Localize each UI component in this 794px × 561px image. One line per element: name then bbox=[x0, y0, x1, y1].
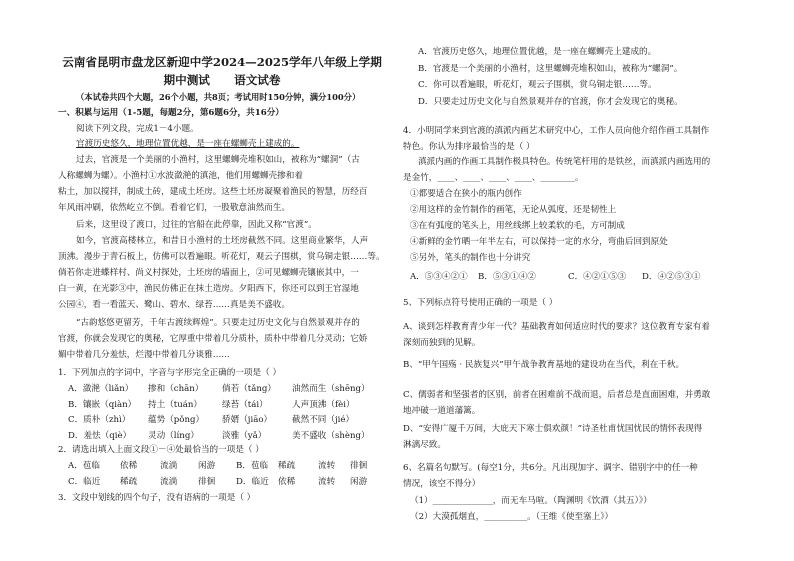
option-cell: C．质朴（zhì） bbox=[68, 415, 131, 425]
passage-line: 白一黄，在光影③中，渔民仿佛正在抹土造房。夕阳西下，你还可以到王官湿地 bbox=[58, 284, 359, 294]
option-cell: 绿苔（tái） bbox=[222, 399, 268, 410]
passage-title: 官渡历史悠久，地理位置优越，是一座在螺蛳壳上建成的。 bbox=[76, 139, 300, 149]
option-line: A、谈到怎样教育青少年一代？基础教育如何适应时代的要求？这位教育专家有着 bbox=[403, 322, 710, 332]
passage-line: 官渡，你就会发现它的奥秘，它厚重中带着几分质朴，质朴中带着几分灵动；它娇 bbox=[58, 334, 368, 344]
question-2: 2．请选出填入上面文段①－④处最恰当的一项是（ ） bbox=[58, 445, 264, 455]
question-1: 1．下列加点的字词中，字音与字形完全正确的一项是（ ） bbox=[58, 368, 282, 378]
option-cell: 闲游 bbox=[198, 461, 216, 471]
question-line: 4．小明同学来到官渡的滇派内画艺术研究中心，工作人员向他介绍作画工具制作 bbox=[403, 126, 710, 136]
section-heading: 一、积累与运用（1-5题，每题2分，第6题6分，共16分） bbox=[58, 108, 284, 118]
option-cell: 流淌 bbox=[160, 477, 178, 487]
option-line: B．官渡是一个美丽的小渔村，这里螺蛳壳堆积如山，被称为“螺洞”。 bbox=[418, 63, 683, 74]
option-cell: 依稀 bbox=[120, 461, 138, 471]
option-cell: A．苞临 bbox=[68, 461, 100, 471]
passage-line: 粘土，加以搅拌，制成土砖，建成土坯房。这些土坯房凝聚着渔民的智慧，历经百 bbox=[58, 187, 368, 197]
option-line: A．官渡历史悠久，地理位置优越，是一座在螺蛳壳上建成的。 bbox=[418, 47, 657, 57]
item-line: ④新鲜的金竹晒一年半左右，可以保持一定的水分，弯曲后回到原处 bbox=[410, 237, 668, 247]
passage-line: 后来，这里设了渡口，过往的官船在此停靠，因此又称“官渡”。 bbox=[76, 220, 317, 230]
question-3: 3．文段中划线的四个句子，没有语病的一项是（ ） bbox=[58, 493, 256, 503]
option-cell: 骄婿（jiāo） bbox=[222, 415, 273, 425]
question-5: 5、下列标点符号使用正确的一项是（ ） bbox=[403, 298, 558, 308]
option-cell: D．羞怯（qiè） bbox=[68, 430, 132, 441]
option-cell: 流转 bbox=[318, 477, 336, 487]
option-cell: 截然不同（jié） bbox=[292, 415, 355, 425]
option-cell: C．④②①⑤③ bbox=[568, 272, 627, 282]
page-title: 云南省昆明市盘龙区新迎中学2024—2025学年八年级上学期 bbox=[62, 55, 382, 69]
page-subtitle: 期中测试 语文试卷 bbox=[163, 73, 281, 87]
blank-line: （2）大漠孤烟直，__________。（王维《使至塞上》） bbox=[410, 512, 614, 522]
question-line: 6、名篇名句默写。(每空1分，共6分。凡出现加字、调字、错别字中的任一种 bbox=[403, 463, 698, 473]
exam-note: （本试卷共四个大题，26个小题，共8页；考试用时150分钟，满分100分） bbox=[76, 92, 361, 102]
option-line: 淋漓尽致。 bbox=[403, 440, 446, 450]
option-line: C．你可以看遍眼，听花灯，观云子围棋，赏乌铜走银……等。 bbox=[418, 80, 657, 90]
item-line: ③在有弧度的笔头上，用丝线绑上较柔软的毛，方可制成 bbox=[410, 221, 625, 231]
option-cell: 稀疏 bbox=[278, 461, 296, 471]
passage-line: 倘若你走进蝶样村、尚义村探处，土坯房的墙面上，②可见螺蛳壳镶嵌其中，一 bbox=[58, 268, 359, 278]
reading-intro: 阅读下列文段，完成1－4小题。 bbox=[76, 124, 199, 134]
option-cell: 闲游 bbox=[350, 477, 368, 487]
option-cell: 流转 bbox=[318, 461, 336, 471]
option-cell: 流淌 bbox=[160, 461, 178, 471]
question-line: 特色。你认为排序最恰当的是（ ） bbox=[403, 142, 535, 152]
option-cell: 淡雅（yǎ） bbox=[222, 430, 267, 441]
option-cell: 灵动（líng） bbox=[148, 430, 199, 441]
option-line: D、“安得广厦千万间，大庇天下寒士俱欢颜！”诗圣杜甫忧国忧民的情怀表现得 bbox=[403, 424, 703, 434]
option-cell: D．临近 bbox=[236, 477, 269, 487]
question-4-blanks: 是金竹，____、____、____、____、________。 bbox=[403, 173, 584, 183]
option-cell: A．潋滟（liǎn） bbox=[68, 384, 134, 394]
passage-line: 人称螺蛳为螺）。小渔村①水波潋滟的滇池，他们用螺蛳壳掺和着 bbox=[58, 171, 303, 181]
blank-line: （1）______________，而无车马喧。（陶渊明《饮酒（其五）》） bbox=[410, 496, 652, 506]
option-cell: B．镶嵌（qiàn） bbox=[68, 399, 137, 410]
passage-line: 公园④，看一看蓝天、鹭山、碧水、绿苔……真是美不盛收。 bbox=[58, 300, 291, 310]
option-line: 深刻而独到的见解。 bbox=[403, 338, 481, 348]
question-line: 情况，该空不得分） bbox=[403, 479, 481, 489]
passage-line: 媚中带着几分羞怯，烂漫中带着几分谈雅…… bbox=[58, 350, 230, 360]
option-cell: B．⑤③①④② bbox=[478, 272, 536, 282]
option-cell: 油然而生（shēng） bbox=[292, 384, 370, 394]
option-cell: 蕴势（pǒng） bbox=[148, 415, 205, 425]
passage-line: 如今，官渡高楼林立，和昔日小渔村的土坯房截然不同。这里商业繁华，人声 bbox=[76, 236, 369, 246]
passage-line: 年风雨冲刷，依然屹立不倒。看着它们，一股敬意油然而生。 bbox=[58, 203, 291, 213]
item-line: ②用这样的金竹制作的画笔，无论从弧度，还是韧性上 bbox=[410, 205, 617, 215]
option-line: B、“甲午国殇 · 民族复兴”甲午战争教育基地的建设功在当代，利在千秋。 bbox=[403, 360, 685, 370]
option-cell: 稀疏 bbox=[120, 477, 138, 487]
item-line: ①都要适合在狭小的瓶内创作 bbox=[410, 189, 522, 199]
passage-line: 过去，官渡是一个美丽的小渔村，这里螺蛳壳堆积如山，被称为“螺洞”（古 bbox=[76, 155, 360, 165]
option-line: D．只要走过历史文化与自然景观并存的官渡，你才会发现它的奥秘。 bbox=[418, 96, 683, 107]
option-cell: 依稀 bbox=[278, 477, 296, 487]
option-line: 地冲破一道道藩篱。 bbox=[403, 406, 481, 416]
option-cell: A．⑤③④②① bbox=[410, 272, 468, 282]
option-cell: 徘徊 bbox=[350, 461, 368, 471]
option-cell: 持土（tuán） bbox=[148, 399, 203, 410]
option-cell: 倘若（tǎng） bbox=[222, 384, 276, 394]
option-line: C、儒弱者和坚强者的区别，前者在困难前不战而退，后者总是直面困难，并勇敢 bbox=[403, 390, 711, 400]
option-cell: 人声顶沸（fèi） bbox=[292, 399, 355, 410]
option-cell: C．临近 bbox=[68, 477, 101, 487]
option-cell: B．苞临 bbox=[236, 461, 269, 471]
item-line: ⑤另外，笔头的制作也十分讲究 bbox=[410, 253, 531, 263]
option-cell: 美不盛收（shèng） bbox=[292, 430, 370, 441]
option-cell: D．④②⑤③① bbox=[642, 272, 701, 282]
option-cell: 徘徊 bbox=[198, 477, 216, 487]
question-4-intro: 滇派内画的作画工具制作极具特色。传统笔杆用的是铁丝，而滇派内画选用的 bbox=[418, 157, 711, 167]
option-cell: 掺和（chān） bbox=[148, 384, 204, 394]
passage-line: “古韵悠悠更留芳，千年古渡续辉煌”。只要走过历史文化与自然景观并存的 bbox=[76, 318, 360, 328]
passage-line: 顶沸。漫步于青石板上，仿佛可以看遍眼。听花灯，观云子围棋，赏乌铜走银……等。 bbox=[58, 252, 385, 262]
